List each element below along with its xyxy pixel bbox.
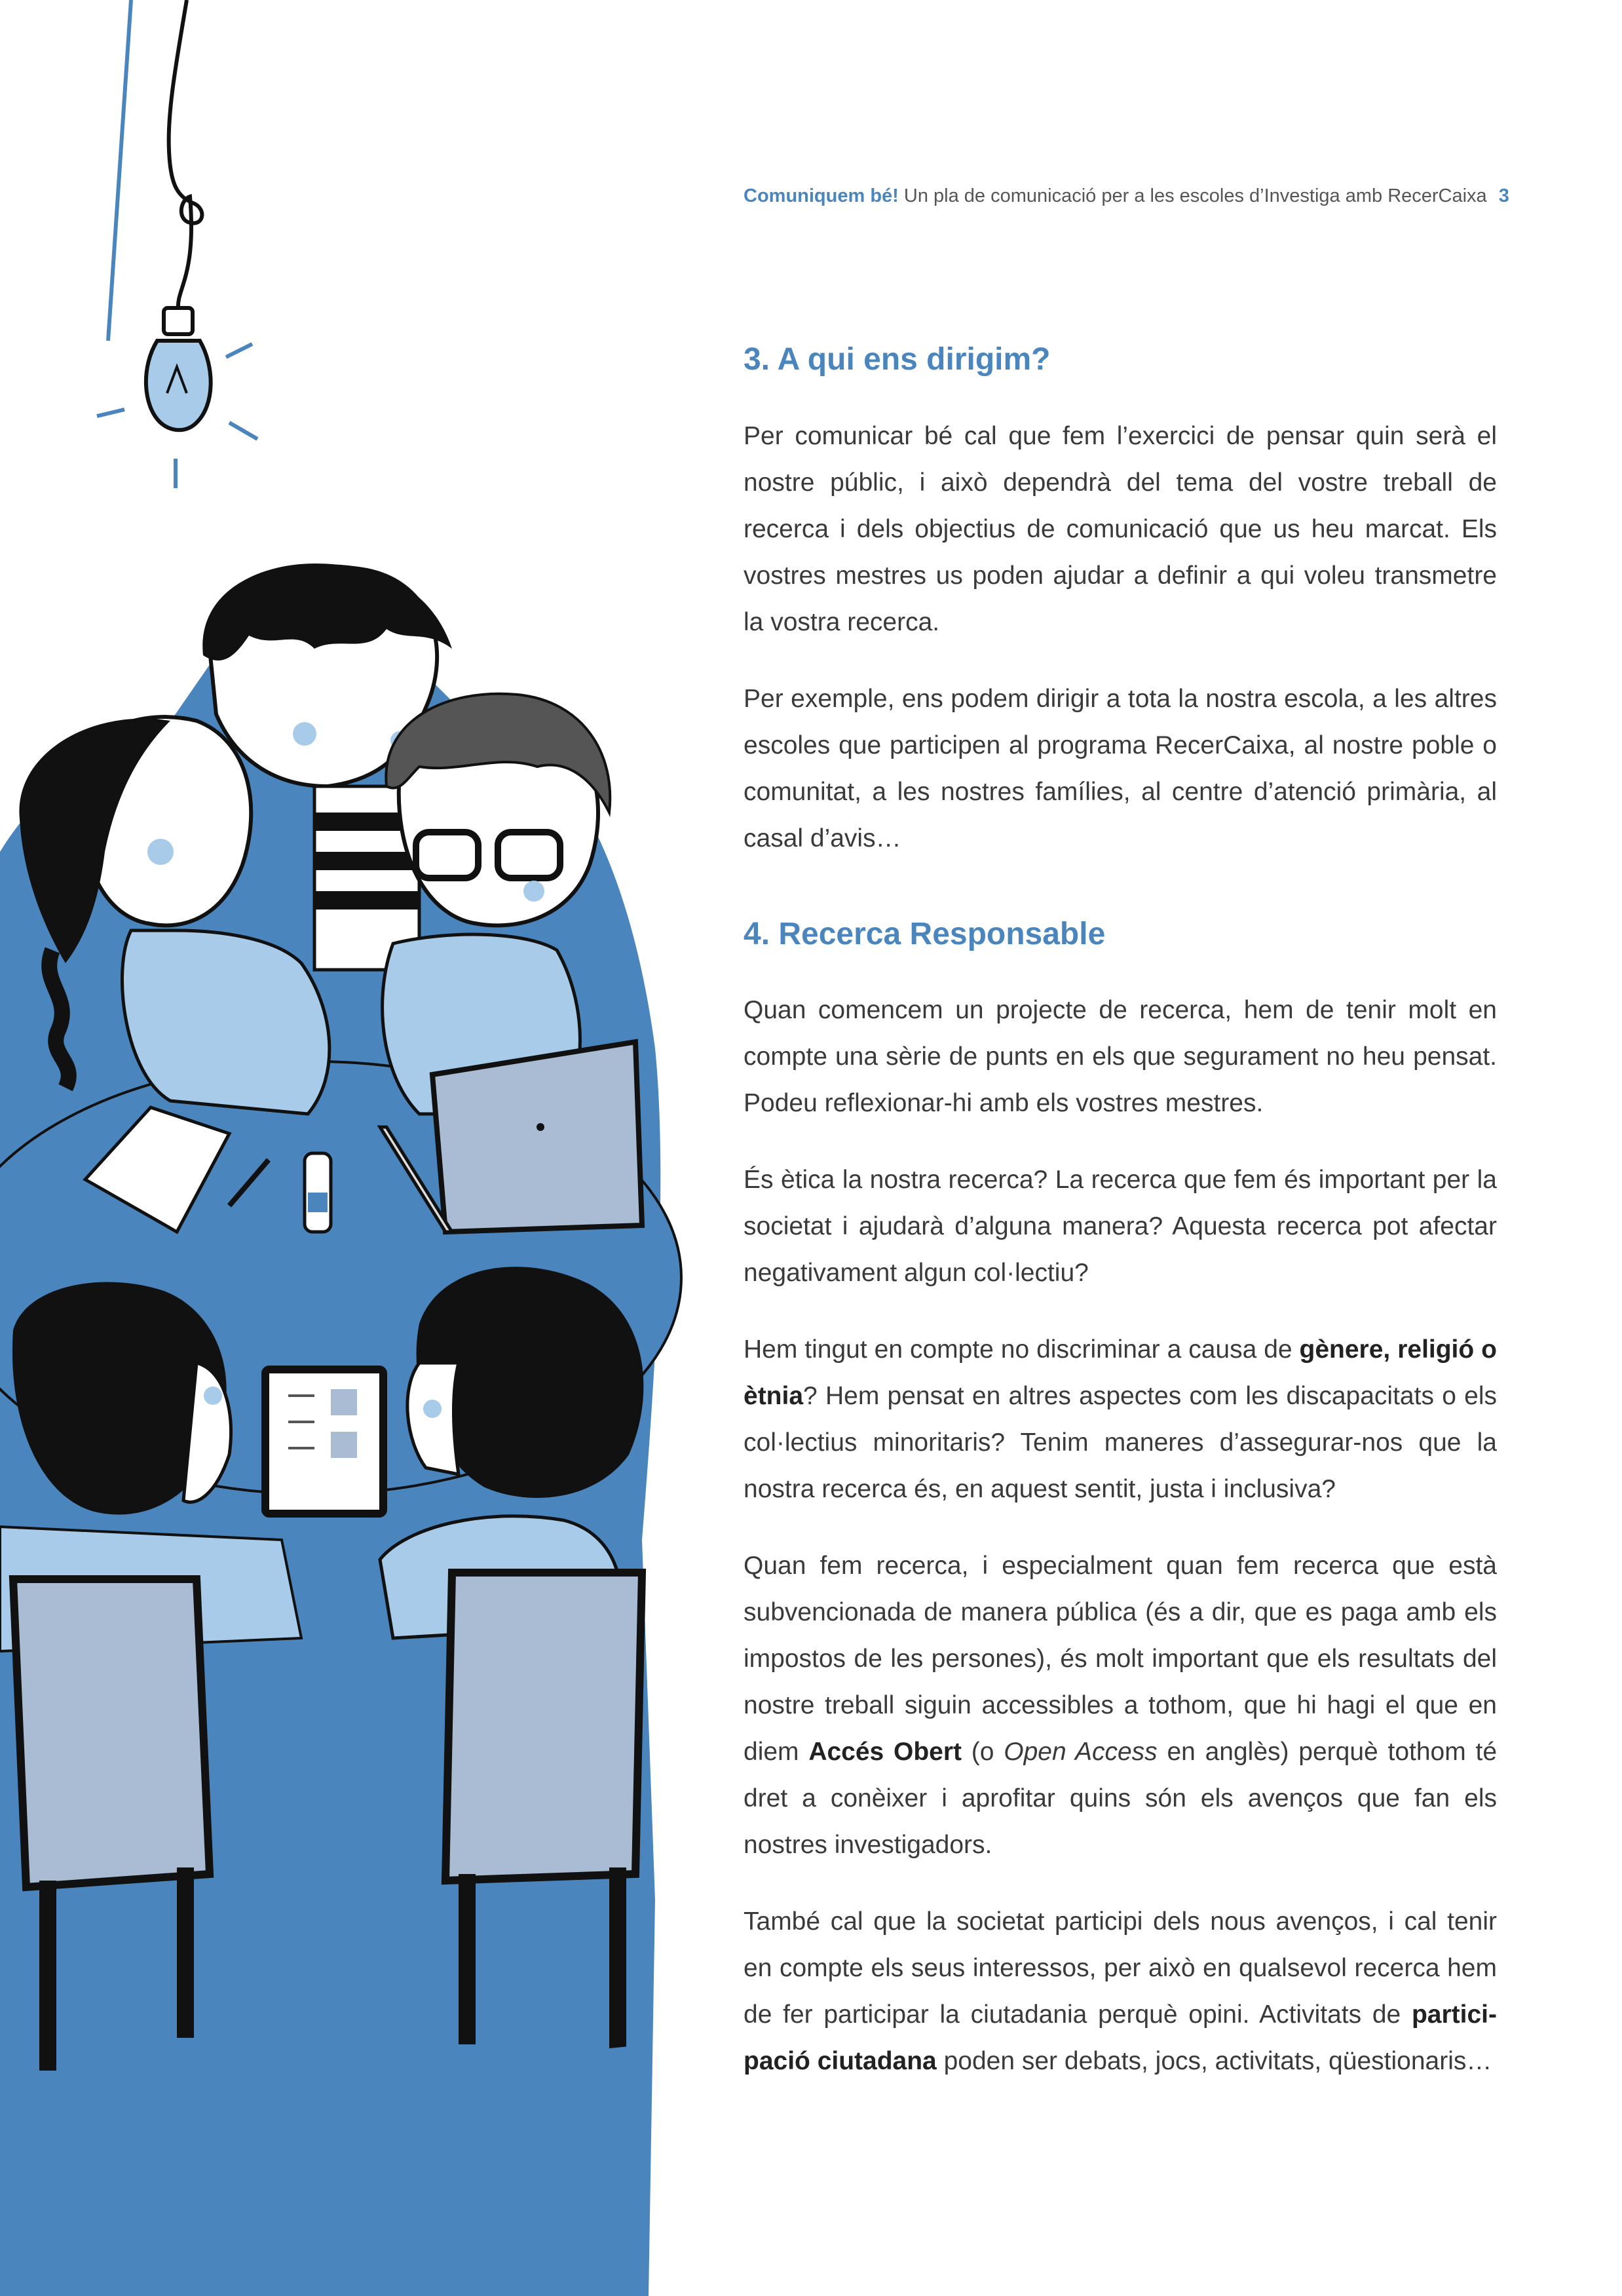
running-header [744,185,1509,207]
section-3-paragraph-1: Per comunicar bé cal que fem l’exercici de pensar quin serà el nostre públic, i això dependrà del tema del vostre treball de recerca i dels objectius de comunicació que us heu marcat. Els vostres mestres us poden ajudar a definir a qui voleu transmetre la vostra recerca. [744,421,1497,636]
section-4-paragraph-3 [744,1326,1497,1512]
p4-text-a: Quan fem recerca, i especialment quan fem recerca que està subvencionada de manera pública (és a dir, que es paga amb els impostos de les persones), és molt important que els resultats del nostre treball siguin accessibles a tothom, que hi hagi el que en diem [744,1552,1497,1767]
p4-text-b: (o [962,1738,1004,1767]
section-4-title: 4. Recerca Responsable [744,916,1106,951]
floor-shapes [452,2044,649,2296]
lightbulb-cord [169,0,202,308]
tablet [265,1369,383,1514]
section-4-paragraph-1: Quan comencem un projecte de recerca, hem de tenir molt en compte una sèrie de punts en els que segurament no heu pensat. Podeu reflexionar-hi amb els vostres mestres. [744,996,1497,1118]
page-number: 3 [1498,185,1509,206]
p4-text-c: en anglès) perquè tothom té dret a conèixer i aprofitar quins són els avenços que fan els nostres investigadors. [744,1738,1498,1860]
lightbulb-icon [97,0,257,488]
section-4-paragraph-2: És ètica la nostra recerca? La recerca que fem és important per la societat i ajudarà d’alguna manera? Aquesta recerca pot afectar negativament algun col·lectiu? [744,1166,1497,1288]
p4-italic: Open Access [1004,1738,1158,1767]
p5-bold: partici-pació ciutadana [744,2000,1497,2076]
p3-text-b: ? Hem pensat en altres aspectes com les discapacitats o els col·lectius minoritaris? Tenim maneres d’assegurar-nos que la nostra recerca és, en aquest sentit, justa i inclusiva? [744,1382,1497,1504]
section-4-paragraph-4 [744,1542,1497,1868]
p3-text-a: Hem tingut en compte no discriminar a causa de [744,1335,1300,1364]
p4-bold: Accés Obert [808,1738,962,1767]
header-subtitle: Un pla de comunicació per a les escoles d’Investiga amb RecerCaixa [903,185,1487,206]
section-3-paragraph-2: Per exemple, ens podem dirigir a tota la nostra escola, a les altres escoles que participen al programa RecerCaixa, al nostre poble o comunitat, a les nostres famílies, al centre d’atenció primària, al casal d’avis… [744,684,1497,852]
p5-text-a: També cal que la societat participi dels nous avenços, i cal tenir en compte els seus interessos, per això en qualsevol recerca hem de fer participar la ciutadania perquè opini. Activitats de [744,1907,1497,2029]
illustration-children-table [0,0,721,2296]
main-content [744,341,1497,2084]
p5-text-b: poden ser debats, jocs, activitats, qüestionaris… [936,2047,1492,2076]
p3-bold: gènere, religió o ètnia [744,1335,1497,1411]
section-3-title: 3. A qui ens dirigim? [744,342,1051,377]
header-brand: Comuniquem bé! [744,185,899,206]
section-4-paragraph-5 [744,1898,1497,2084]
